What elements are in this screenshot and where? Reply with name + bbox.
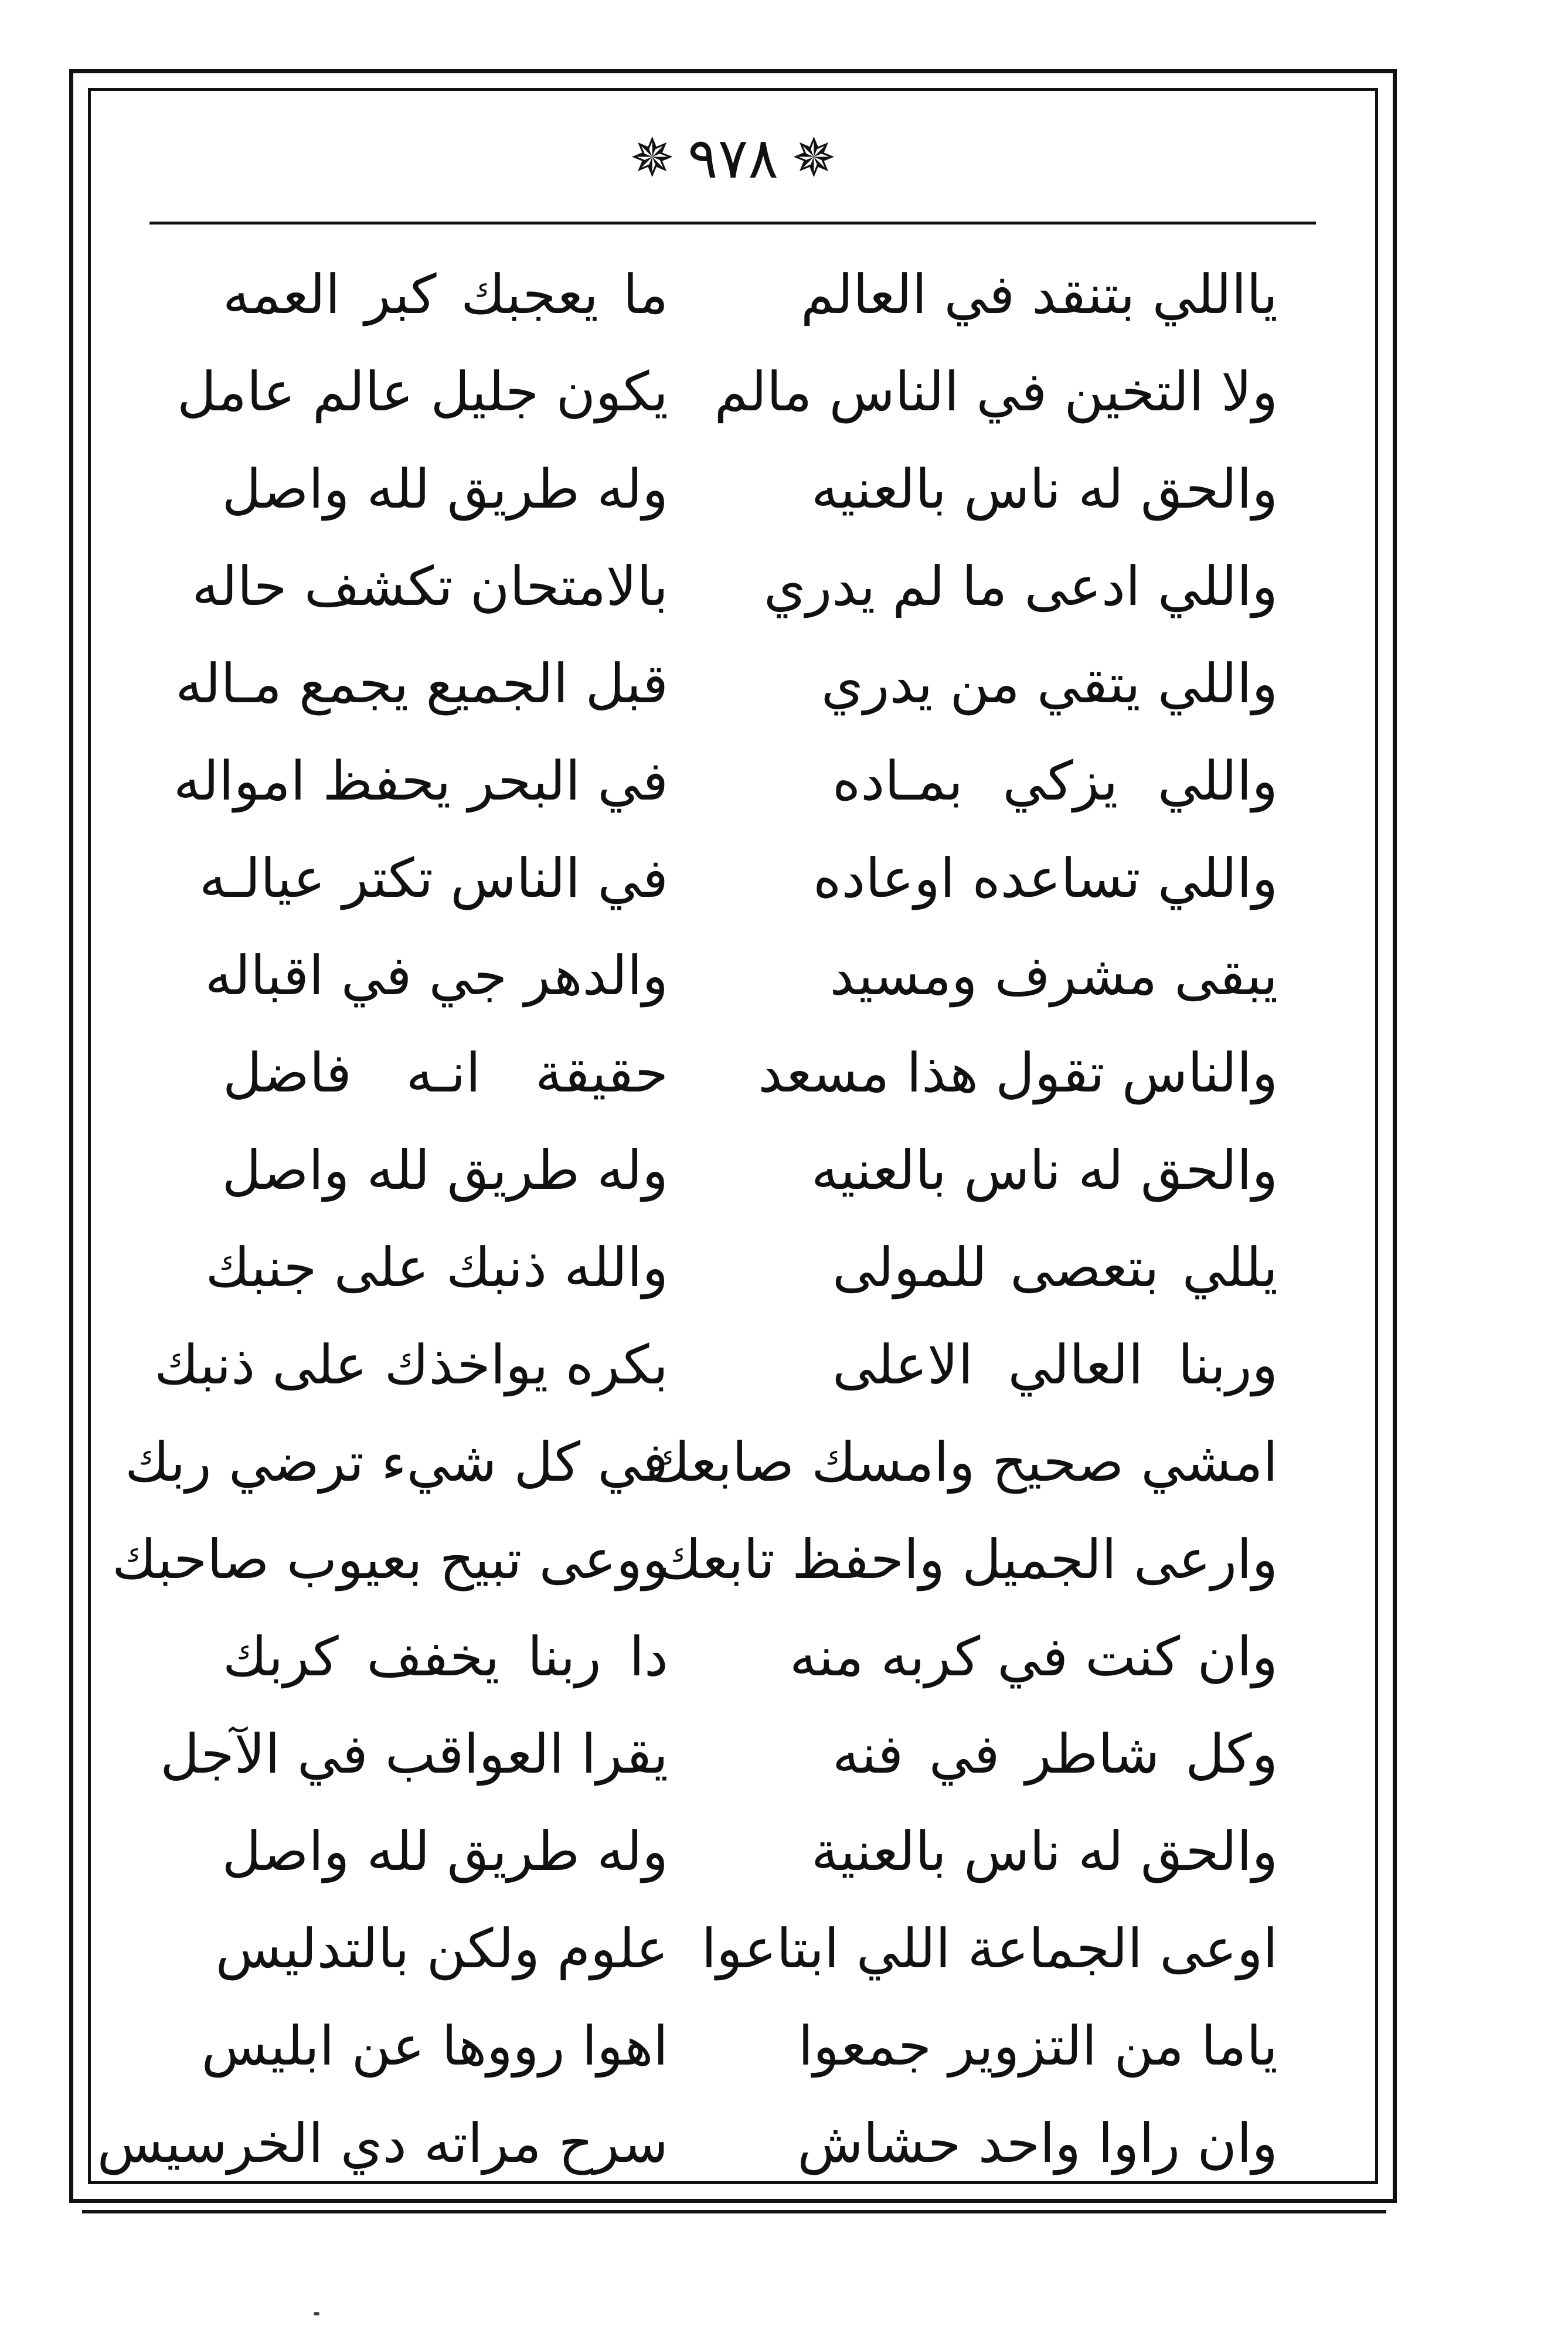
verse-second-hemistich: دا ربنا يخفف كربك <box>223 1626 668 1688</box>
verse-second-hemistich: وله طريق لله واصل <box>222 1820 668 1883</box>
stray-ink-mark <box>314 2312 319 2315</box>
verse <box>199 830 1278 927</box>
verse-second-hemistich: في كل شيء ترضي ربك <box>125 1431 668 1494</box>
verse-first-hemistich: وكل شاطر في فنه <box>832 1723 1278 1786</box>
verse <box>205 1219 1278 1317</box>
verse-first-hemistich: وان راوا واحد حشاش <box>797 2112 1278 2175</box>
verse <box>173 733 1278 830</box>
verse-first-hemistich: وربنا العالي الاعلى <box>832 1334 1278 1396</box>
verse <box>223 1609 1278 1706</box>
verse <box>223 1025 1278 1122</box>
verse-first-hemistich: يللي بتعصى للمولى <box>832 1236 1278 1299</box>
verse <box>176 344 1278 441</box>
verse-second-hemistich: وله طريق لله واصل <box>222 458 668 521</box>
bottom-rule <box>82 2210 1386 2213</box>
verse-second-hemistich: في الناس تكتر عيالـه <box>199 847 668 910</box>
verse-first-hemistich: واللي يتقي من يدري <box>821 652 1278 715</box>
page-header <box>0 117 1466 199</box>
header-rule <box>149 222 1316 225</box>
verse-second-hemistich: يقرا العواقب في الآجل <box>160 1723 668 1786</box>
verse-second-hemistich: علوم ولكن بالتدليس <box>215 1917 668 1980</box>
verse <box>215 1900 1278 1998</box>
verse-first-hemistich: يااللي بتنقد في العالم <box>801 263 1278 326</box>
ornament-left-icon: ✵ <box>630 127 675 189</box>
verse <box>125 1414 1278 1511</box>
verse <box>97 2095 1278 2192</box>
verse <box>112 1511 1278 1609</box>
page-number: ٩٧٨ <box>688 125 778 191</box>
verse-first-hemistich: والحق له ناس بالعنيه <box>811 458 1278 521</box>
verse-first-hemistich: وان كنت في كربه منه <box>790 1626 1278 1688</box>
verse <box>201 1998 1278 2095</box>
verse <box>223 441 1278 538</box>
verse-first-hemistich: والناس تقول هذا مسعد <box>758 1042 1278 1104</box>
verse <box>223 1803 1278 1900</box>
verse <box>205 927 1278 1025</box>
verse-first-hemistich: وارعى الجميل واحفظ تابعك <box>657 1528 1278 1591</box>
verse-second-hemistich: بالامتحان تكشف حاله <box>192 555 668 618</box>
verse-second-hemistich: والله ذنبك على جنبك <box>205 1236 668 1299</box>
verse-second-hemistich: اهوا رووها عن ابليس <box>201 2015 668 2077</box>
verse-second-hemistich: قبل الجميع يجمع مـاله <box>175 652 668 715</box>
verse-first-hemistich: اوعى الجماعة اللي ابتاعوا <box>701 1917 1278 1980</box>
verse-second-hemistich: ما يعجبك كبر العمه <box>223 263 668 326</box>
verse-second-hemistich: بكره يواخذك على ذنبك <box>154 1334 668 1396</box>
verse <box>223 1122 1278 1219</box>
verse-second-hemistich: وله طريق لله واصل <box>222 1139 668 1202</box>
verse <box>175 635 1278 733</box>
verse-second-hemistich: حقيقة انـه فاضل <box>223 1042 668 1104</box>
verse-first-hemistich: والحق له ناس بالعنيه <box>811 1139 1278 1202</box>
verse-second-hemistich: سرح مراته دي الخرسيس <box>97 2112 668 2175</box>
verse <box>160 1706 1278 1803</box>
poem-body <box>97 246 1278 2192</box>
verse-second-hemistich: في البحر يحفظ امواله <box>173 750 668 812</box>
verse-first-hemistich: يبقى مشرف ومسيد <box>829 944 1278 1007</box>
verse-first-hemistich: امشي صحيح وامسك صابعك <box>645 1431 1278 1494</box>
verse <box>154 1317 1278 1414</box>
verse-first-hemistich: ولا التخين في الناس مالم <box>714 361 1278 423</box>
verse-first-hemistich: والحق له ناس بالعنية <box>811 1820 1278 1883</box>
verse-second-hemistich: يكون جليل عالم عامل <box>176 361 668 423</box>
ornament-right-icon: ✵ <box>791 127 836 189</box>
verse-first-hemistich: واللي يزكي بمـاده <box>832 750 1278 812</box>
verse-first-hemistich: ياما من التزوير جمعوا <box>798 2015 1278 2077</box>
verse-second-hemistich: ووعى تبيح بعيوب صاحبك <box>112 1528 668 1591</box>
verse-second-hemistich: والدهر جي في اقباله <box>205 944 668 1007</box>
verse <box>192 538 1278 635</box>
verse-first-hemistich: واللي ادعى ما لم يدري <box>763 555 1278 618</box>
verse <box>223 246 1278 344</box>
verse-first-hemistich: واللي تساعده اوعاده <box>813 847 1278 910</box>
